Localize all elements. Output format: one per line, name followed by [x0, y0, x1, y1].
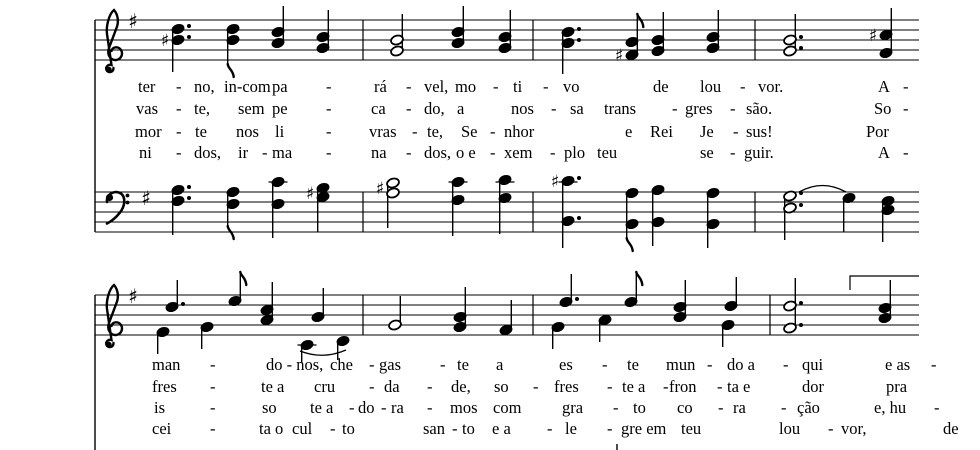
lyric-hyphen: -	[412, 122, 418, 141]
lyric-syllable: do	[358, 398, 375, 417]
lyric-syllable: plo	[564, 143, 586, 162]
lyric-syllable: sus!	[746, 122, 773, 141]
lyric-hyphen: -	[490, 122, 496, 141]
lyric-hyphen: -	[210, 419, 216, 438]
lyric-syllable: san	[423, 419, 445, 438]
key-signature-sharp: ♯	[141, 186, 151, 210]
lyric-syllable: se	[700, 143, 714, 162]
lyric-syllable: são.	[746, 99, 773, 118]
lyric-syllable: A	[878, 77, 890, 96]
sharp-accidental-icon: ♯	[160, 31, 170, 51]
lyric-syllable: ta o	[259, 419, 284, 438]
sharp-accidental-icon: ♯	[868, 26, 878, 46]
lyric-syllable: vor.	[758, 77, 784, 96]
lyric-hyphen: -	[903, 99, 909, 118]
lyric-hyphen: -	[903, 77, 909, 96]
lyric-syllable: So	[874, 99, 892, 118]
lyric-hyphen: -	[543, 77, 549, 96]
lyric-hyphen: -	[326, 77, 332, 96]
lyric-syllable: do a	[727, 355, 755, 374]
lyric-hyphen: -	[931, 355, 937, 374]
lyric-syllable: ni	[139, 143, 152, 162]
lyric-hyphen: -	[607, 377, 613, 396]
lyric-hyphen: -	[490, 143, 496, 162]
lyric-syllable: ir	[238, 143, 249, 162]
lyric-syllable: te	[457, 355, 469, 374]
lyric-syllable: is	[154, 398, 166, 417]
lyric-syllable: ção	[797, 398, 820, 417]
lyric-syllable: e, hu	[874, 398, 907, 417]
lyric-hyphen: -	[730, 143, 736, 162]
lyric-syllable: co	[677, 398, 693, 417]
lyric-hyphen: -	[262, 143, 268, 162]
lyric-syllable: a	[457, 99, 465, 118]
lyric-syllable: de	[943, 419, 959, 438]
lyric-syllable: es	[559, 355, 573, 374]
lyric-syllable: lou	[779, 419, 801, 438]
lyric-syllable: mun	[666, 355, 696, 374]
lyric-syllable: xem	[504, 143, 533, 162]
lyric-syllable: ma	[272, 143, 293, 162]
lyric-hyphen: -	[613, 398, 619, 417]
lyric-hyphen: -	[210, 398, 216, 417]
lyric-syllable: sa	[570, 99, 584, 118]
lyric-syllable: rá	[374, 77, 387, 96]
lyric-hyphen: -	[176, 99, 182, 118]
lyric-hyphen: -	[533, 377, 539, 396]
lyric-hyphen: -	[176, 77, 182, 96]
lyric-syllable: gas	[379, 355, 401, 374]
lyric-syllable: so	[494, 377, 509, 396]
lyric-hyphen: -	[349, 398, 355, 417]
lyric-hyphen: -	[176, 143, 182, 162]
lyric-hyphen: -	[607, 419, 613, 438]
lyric-syllable: te	[627, 355, 639, 374]
lyric-syllable: Je	[700, 122, 714, 141]
lyric-syllable: vo	[563, 77, 580, 96]
lyric-syllable: pe	[272, 99, 288, 118]
lyric-syllable: che	[330, 355, 353, 374]
lyric-syllable: dos,	[424, 143, 452, 162]
key-signature-sharp: ♯	[128, 9, 138, 33]
lyric-hyphen: -	[440, 355, 446, 374]
lyric-syllable: te a	[261, 377, 285, 396]
lyric-hyphen: -	[707, 355, 713, 374]
lyric-hyphen: -	[406, 77, 412, 96]
lyric-syllable: te a	[310, 398, 334, 417]
lyric-syllable: so	[262, 398, 277, 417]
lyric-syllable: gra	[562, 398, 584, 417]
lyric-syllable: guir.	[744, 143, 774, 162]
lyric-hyphen: -	[427, 377, 433, 396]
lyric-syllable: in-com	[224, 77, 271, 96]
lyric-hyphen: -	[783, 355, 789, 374]
lyric-syllable: teu	[597, 143, 618, 162]
lyric-syllable: Se	[461, 122, 478, 141]
lyric-syllable: fron	[669, 377, 697, 396]
lyric-syllable: te,	[427, 122, 444, 141]
lyric-syllable: vor,	[841, 419, 867, 438]
lyric-hyphen: -	[781, 398, 787, 417]
key-signature-sharp: ♯	[128, 284, 138, 308]
lyric-syllable: fres	[554, 377, 579, 396]
lyric-hyphen: -	[718, 398, 724, 417]
lyric-hyphen: -	[176, 122, 182, 141]
lyric-hyphen: -	[551, 99, 557, 118]
lyric-syllable: to	[342, 419, 355, 438]
lyric-hyphen: -	[326, 143, 332, 162]
lyric-syllable: ca	[371, 99, 386, 118]
lyric-syllable: cei	[152, 419, 172, 438]
lyric-hyphen: -	[493, 77, 499, 96]
lyric-syllable: nos	[236, 122, 259, 141]
lyric-syllable: do - nos,	[266, 355, 324, 374]
lyric-syllable: ti	[513, 77, 523, 96]
lyric-hyphen: -	[903, 143, 909, 162]
lyric-syllable: com	[493, 398, 522, 417]
lyric-syllable: ter	[138, 77, 156, 96]
lyric-syllable: no,	[194, 77, 215, 96]
lyric-hyphen: -	[326, 122, 332, 141]
lyric-syllable: o e	[456, 143, 476, 162]
lyric-syllable: to	[462, 419, 475, 438]
lyric-syllable: trans	[604, 99, 637, 118]
lyric-hyphen: -	[602, 355, 608, 374]
lyric-hyphen: -	[547, 419, 553, 438]
lyric-hyphen: -	[381, 398, 387, 417]
lyric-syllable: nhor	[504, 122, 535, 141]
lyric-hyphen: -	[934, 398, 940, 417]
sharp-accidental-icon: ♯	[375, 179, 385, 199]
lyric-syllable: a	[496, 355, 504, 374]
lyric-syllable: pa	[272, 77, 288, 96]
sharp-accidental-icon: ♯	[550, 172, 560, 192]
lyric-syllable: mos	[450, 398, 478, 417]
lyric-syllable: ra	[391, 398, 404, 417]
lyric-syllable: mor	[135, 122, 162, 141]
lyric-hyphen: -	[672, 99, 678, 118]
lyric-syllable: mo	[455, 77, 477, 96]
lyric-syllable: teu	[681, 419, 702, 438]
lyric-syllable: ta e	[727, 377, 751, 396]
lyric-syllable: do,	[424, 99, 445, 118]
lyric-syllable: cul	[292, 419, 313, 438]
lyric-syllable: te	[195, 122, 207, 141]
lyric-syllable: de,	[451, 377, 471, 396]
lyric-syllable: gre em	[621, 419, 667, 438]
lyric-syllable: to	[633, 398, 646, 417]
lyric-syllable: pra	[886, 377, 908, 396]
lyric-hyphen: -	[406, 99, 412, 118]
lyric-hyphen: -	[326, 99, 332, 118]
lyric-syllable: Rei	[650, 122, 673, 141]
lyric-syllable: fres	[152, 377, 177, 396]
lyric-syllable: vras	[369, 122, 397, 141]
lyric-syllable: A	[878, 143, 890, 162]
lyric-syllable: na	[371, 143, 387, 162]
lyric-syllable: te,	[194, 99, 211, 118]
lyric-syllable: te a	[622, 377, 646, 396]
lyric-syllable: lou	[700, 77, 722, 96]
lyric-hyphen: -	[730, 99, 736, 118]
lyric-hyphen: -	[740, 77, 746, 96]
lyric-syllable: dos,	[194, 143, 222, 162]
lyric-syllable: Por	[866, 122, 889, 141]
lyric-hyphen: -	[717, 377, 723, 396]
lyric-hyphen: -	[369, 355, 375, 374]
lyric-syllable: dor	[802, 377, 824, 396]
lyric-syllable: da	[384, 377, 400, 396]
lyric-syllable: le	[565, 419, 577, 438]
lyric-syllable: qui	[802, 355, 824, 374]
lyric-syllable: ra	[733, 398, 746, 417]
sharp-accidental-icon: ♯	[305, 184, 315, 204]
lyric-syllable: li	[275, 122, 285, 141]
lyric-syllable: e	[625, 122, 633, 141]
lyric-hyphen: -	[210, 355, 216, 374]
sharp-accidental-icon: ♯	[614, 46, 624, 66]
lyric-syllable: sem	[238, 99, 265, 118]
lyric-hyphen: -	[733, 122, 739, 141]
lyric-hyphen: -	[550, 143, 556, 162]
lyric-hyphen: -	[427, 398, 433, 417]
lyric-syllable: e as	[885, 355, 911, 374]
lyric-syllable: gres	[685, 99, 713, 118]
lyric-syllable: vas	[136, 99, 158, 118]
lyric-syllable: vel,	[424, 77, 449, 96]
lyric-hyphen: -	[406, 143, 412, 162]
lyric-syllable: de	[653, 77, 669, 96]
lyric-hyphen: -	[330, 419, 336, 438]
lyric-syllable: e a	[492, 419, 511, 438]
lyric-syllable: man	[152, 355, 181, 374]
lyric-syllable: nos	[511, 99, 534, 118]
lyric-syllable: cru	[314, 377, 336, 396]
lyric-hyphen: -	[452, 419, 458, 438]
lyric-hyphen: -	[210, 377, 216, 396]
lyric-hyphen: -	[663, 377, 669, 396]
lyric-hyphen: -	[828, 419, 834, 438]
lyric-hyphen: -	[369, 377, 375, 396]
